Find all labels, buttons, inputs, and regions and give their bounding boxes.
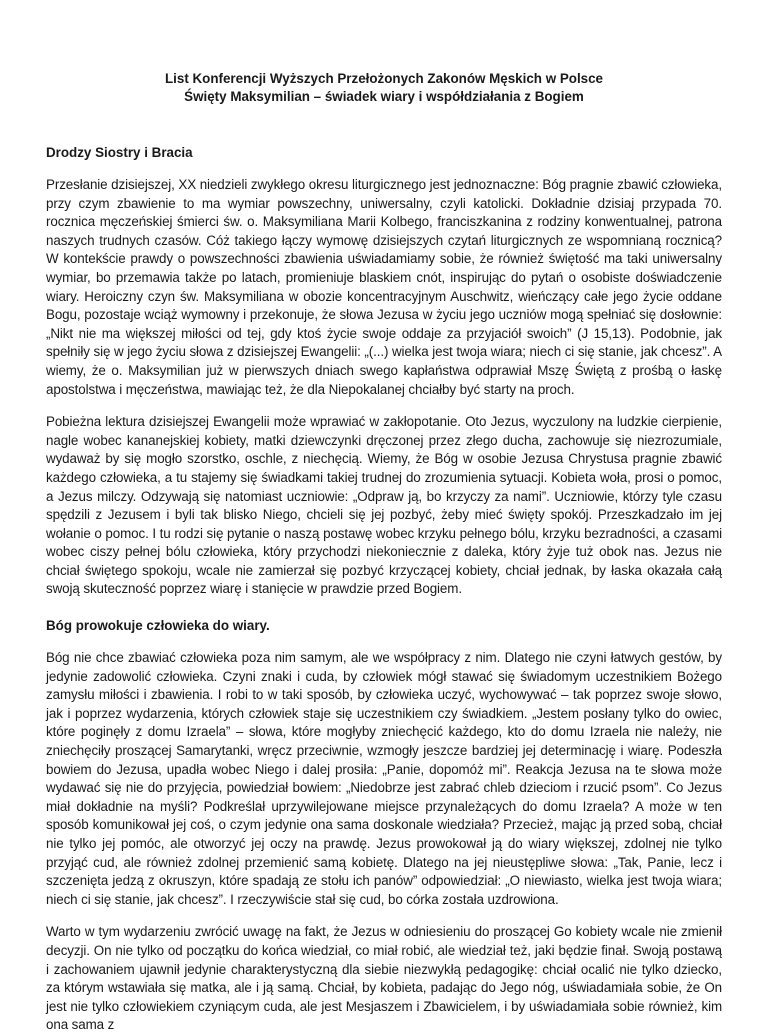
greeting: Drodzy Siostry i Bracia	[46, 145, 193, 160]
paragraph-1: Przesłanie dzisiejszej, XX niedzieli zwykłego okresu liturgicznego jest jednoznaczne: Bóg pragnie zbawić człowieka, przy czym zbawienie to ma wymiar powszechny, uniwersalny, czyli katolicki. Dokładnie dzisiaj przypada 70. rocznica męczeńskiej śmierci św. o. Maksymiliana Marii Kolbego, franciszkanina z rodziny konwentualnej, patrona naszych trudnych czasów. Cóż takiego łączy wymowę dzisiejszych czytań liturgicznych ze wspomnianą rocznicą? W kontekście prawdy o powszechności zbawienia uświadamiamy sobie, że również świętość ma taki uniwersalny wymiar, bo przemawia także po latach, promieniuje blaskiem cnót, inspirując do pytań o osobiste doświadczenie wiary. Heroiczny czyn św. Maksymiliana w obozie koncentracyjnym Auschwitz, wieńczący całe jego życie oddane Bogu, pozostaje wciąż wymowny i przekonuje, że słowa Jezusa w życiu jego uczniów mogą spełniać się dosłownie: „Nikt nie ma większej miłości od tej, gdy ktoś życie swoje oddaje za przyjaciół swoich” (J 15,13). Podobnie, jak spełniły się w jego życiu słowa z dzisiejszej Ewangelii: „(...) wielka jest twoja wiara; niech ci się stanie, jak chcesz”. A wiemy, że o. Maksymilian już w pierwszych dniach swego kapłaństwa odprawiał Mszę Świętą z prośbą o łaskę apostolstwa i męczeństwa, mawiając też, że dla Niepokalanej chciałby być starty na proch.	[46, 177, 722, 397]
paragraph-4: Warto w tym wydarzeniu zwrócić uwagę na fakt, że Jezus w odniesieniu do proszącej Go kobiety wcale nie zmienił decyzji. On nie tylko od początku do końca wiedział, co miał robić, ale wiedział też, jaki będzie finał. Swoją postawą i zachowaniem ujawnił jedynie charakterystyczną dla siebie niezwykłą pedagogikę: chciał ocalić nie tylko dziecko, za którym wstawiała się matka, ale i ją samą. Chciał, by kobieta, padając do Jego nóg, uświadamiała sobie, że On jest nie tylko człowiekiem czyniącym cuda, ale jest Mesjaszem i Zbawicielem, i by uświadamiała sobie również, kim ona sama z	[46, 924, 722, 1033]
paragraph-2: Pobieżna lektura dzisiejszej Ewangelii może wprawiać w zakłopotanie. Oto Jezus, wyczulony na ludzkie cierpienie, nagle wobec kananejskiej kobiety, matki dziewczynki dręczonej przez złego ducha, zachowuje się niezrozumiale, wydaważ by się mogło szorstko, oschle, z niechęcią. Wiemy, że Bóg w osobie Jezusa Chrystusa pragnie zbawić każdego człowieka, a tu stajemy się świadkami takiej trudnej do zrozumienia sytuacji. Kobieta woła, prosi o pomoc, a Jezus milczy. Odzywają się natomiast uczniowie: „Odpraw ją, bo krzyczy za nami”. Uczniowie, którzy tyle czasu spędzili z Jezusem i byli tak blisko Niego, chcieli się jej pozbyć, żeby mieć święty spokój. Przeszkadzało im jej wołanie o pomoc. I tu rodzi się pytanie o naszą postawę wobec krzyku pełnego bólu, krzyku bezradności, a czasami wobec ciszy pełnej bólu człowieka, który przychodzi niekoniecznie z daleka, który żyje tuż obok nas. Jezus nie chciał świętego spokoju, wcale nie zamierzał się pozbyć krzyczącej kobiety, chciał jednak, by łaska okazała całą swoją skuteczność poprzez wiarę i stanięcie w prawdzie przed Bogiem.	[46, 414, 722, 597]
title-line-2: Święty Maksymilian – świadek wiary i współdziałania z Bogiem	[184, 89, 584, 104]
document-title	[46, 70, 722, 106]
document-page	[46, 70, 722, 1035]
title-line-1: List Konferencji Wyższych Przełożonych Zakonów Męskich w Polsce	[164, 71, 604, 86]
paragraph-3: Bóg nie chce zbawiać człowieka poza nim samym, ale we współpracy z nim. Dlatego nie czyni łatwych gestów, by jedynie zadowolić człowieka. Czyni znaki i cuda, by człowiek mógł stawać się świadomym uczestnikiem Bożego zamysłu miłości i zbawienia. I robi to w taki sposób, by człowieka uczyć, wychowywać – tak poprzez swoje słowo, jak i poprzez wydarzenia, których człowiek staje się uczestnikiem czy świadkiem. „Jestem posłany tylko do owiec, które poginęły z domu Izraela” – słowa, które mogłyby zniechęcić każdego, kto do domu Izraela nie należy, nie zniechęciły proszącej Samarytanki, wręcz przeciwnie, wzmogły jeszcze bardziej jej determinację i wiarę. Podeszła bowiem do Jezusa, upadła wobec Niego i dalej prosiła: „Panie, dopomóż mi”. Reakcja Jezusa na te słowa może wydawać się nie do przyjęcia, powiedział bowiem: „Niedobrze jest zabrać chleb dzieciom i rzucić psom”. Co Jezus miał dokładnie na myśli? Podkreślał uprzywilejowane miejsce przynależących do domu Izraela? A może w ten sposób komunikował jej coś, o czym jedynie ona sama doskonale wiedziała? Przecież, mając ją przed sobą, chciał nie tylko jej pomóc, ale otworzyć jej oczy na prawdę. Jezus prowokował ją do wiary większej, zdolnej nie tylko przyjąć cud, ale również zdolnej przemienić samą kobietę. Dlatego na jej nieustępliwe słowa: „Tak, Panie, lecz i szczenięta jedzą z okruszyn, które spadają ze stołu ich panów” odpowiedział: „O niewiasto, wielka jest twoja wiara; niech ci się stanie, jak chcesz”. I rzeczywiście stał się cud, bo córka została uzdrowiona.	[46, 650, 722, 907]
section-heading: Bóg prowokuje człowieka do wiary.	[46, 618, 270, 634]
